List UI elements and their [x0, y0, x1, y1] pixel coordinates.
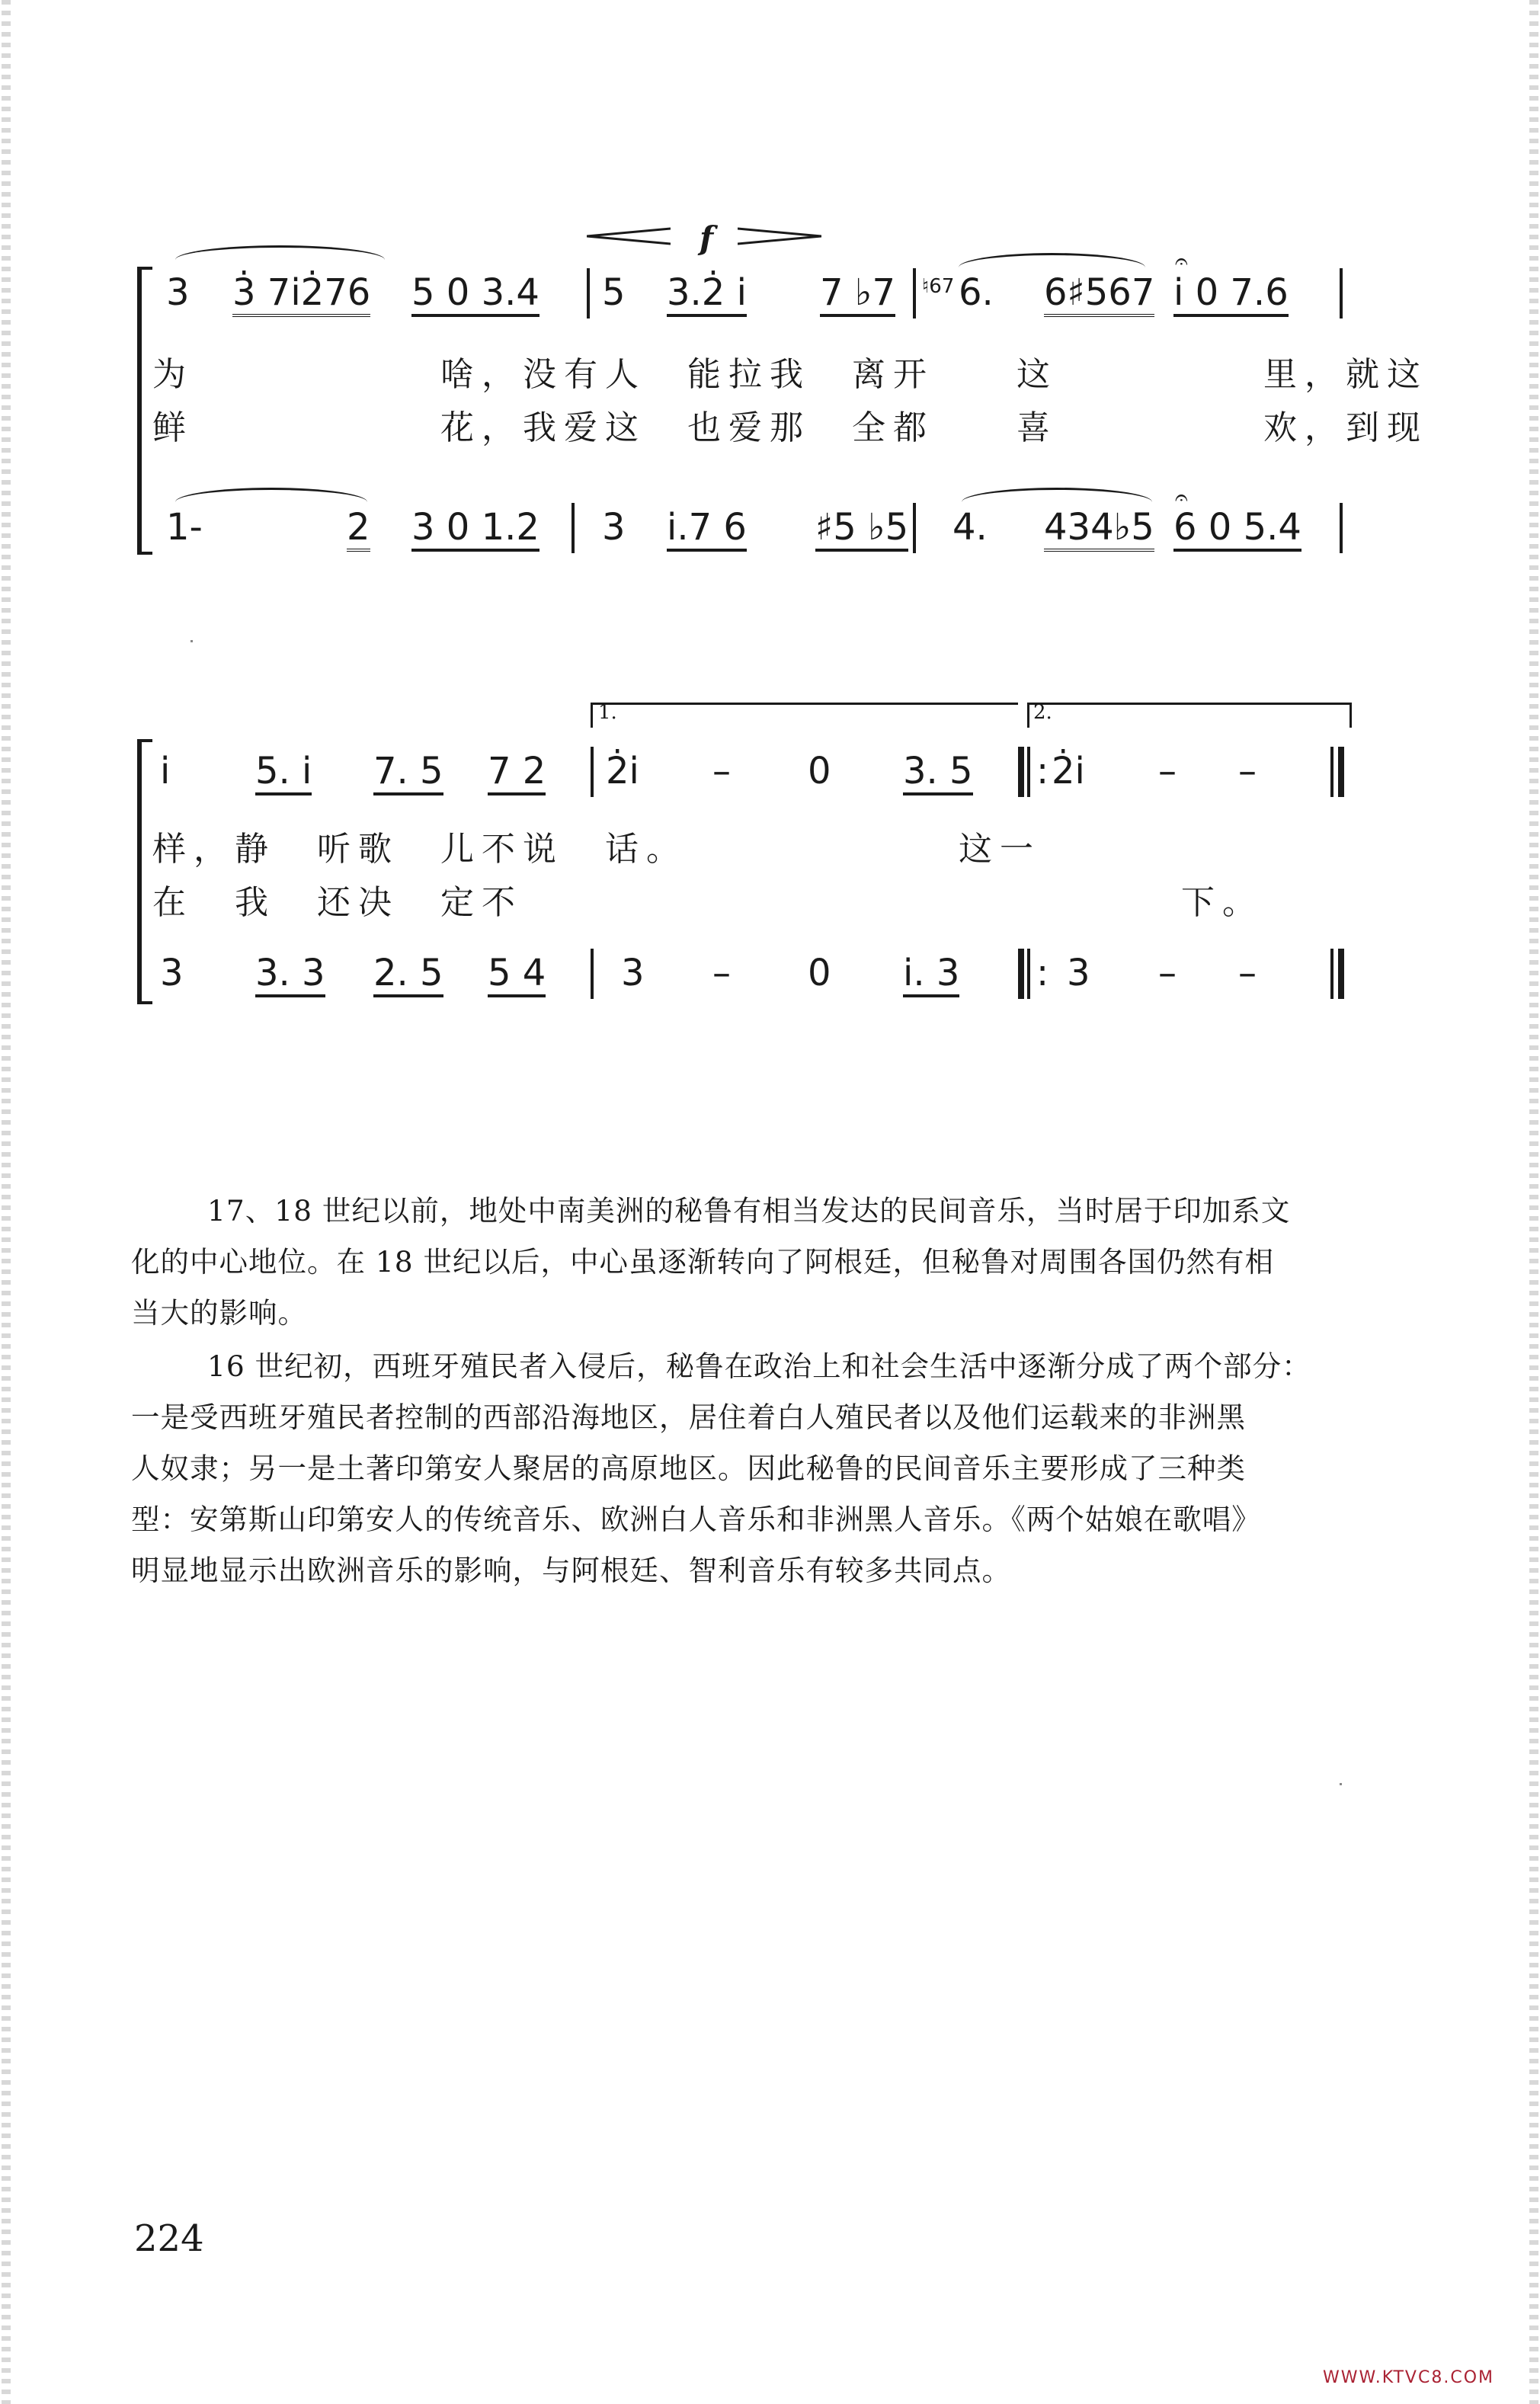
bar-line: [591, 747, 594, 797]
bar-line: [913, 503, 916, 553]
volta-label-2: 2.: [1033, 701, 1052, 724]
bar-line: [1340, 503, 1343, 553]
text-line: 人奴隶；另一是土著印第安人聚居的高原地区。因此秘鲁的民间音乐主要形成了三种类: [131, 1452, 1246, 1485]
volta-bracket-2: [1027, 703, 1352, 728]
note-group: 3. 3: [255, 949, 325, 997]
harmony-line: [0, 503, 1540, 564]
decrescendo-hairpin: [738, 227, 821, 245]
lyrics-verse-1: 样，静 听歌 儿不说 话。 这一: [152, 830, 1041, 869]
note-group: 5 4: [488, 949, 546, 997]
note-group: 434♭5: [1044, 503, 1154, 552]
text-line: 明显地显示出欧洲音乐的影响，与阿根廷、智利音乐有较多共同点。: [131, 1554, 1011, 1587]
bar-line: [1330, 949, 1333, 999]
harmony-line: [0, 949, 1540, 1010]
note-group: 3 0 1.2: [411, 503, 539, 552]
slur-mark: [962, 488, 1152, 502]
scan-speck: [1340, 1783, 1342, 1785]
note-group: –: [712, 952, 731, 994]
paragraph-1: [131, 1186, 1366, 1339]
note-group: 2̇i: [606, 750, 639, 792]
melody-line: [0, 268, 1540, 329]
note-group: i 0 7.6: [1173, 268, 1289, 317]
note-group: –: [1238, 952, 1257, 994]
bar-line: [587, 268, 590, 319]
note-group: 2̇i: [1052, 750, 1085, 792]
lyrics-verse-2: 在 我 还决 定不 下。: [152, 883, 1263, 922]
repeat-bar: [1018, 949, 1024, 999]
note-group: 6♯567: [1044, 268, 1154, 317]
note-group: 7 2: [488, 747, 546, 795]
note-group: 3. 5: [903, 747, 973, 795]
note-group: 0: [808, 750, 831, 792]
bar-line: [591, 949, 594, 999]
note-group: –: [712, 750, 731, 792]
scan-speck: [190, 640, 193, 642]
page-border-left: [2, 0, 11, 2404]
repeat-dots: :: [1036, 750, 1049, 792]
repeat-dots: :: [1036, 952, 1049, 994]
bar-line: [1340, 268, 1343, 319]
note-group: 4.: [952, 506, 988, 549]
note-group: 2. 5: [373, 949, 443, 997]
page-number: 224: [134, 2217, 204, 2260]
note-group: 6 0 5.4: [1173, 503, 1301, 552]
note-group: i. 3: [903, 949, 959, 997]
page-border-right: [1529, 0, 1538, 2404]
lyrics-verse-2: 鲜 花，我爱这 也爱那 全都 喜 欢，到现: [152, 408, 1428, 447]
note-group: 3: [602, 506, 626, 549]
fermata-icon: 𝄐: [1175, 248, 1188, 275]
grace-note: ♮67: [922, 275, 955, 298]
note-group: i.7 6: [667, 503, 747, 552]
note-group: i: [160, 750, 171, 792]
note-group: –: [1158, 952, 1177, 994]
note-group: 2: [347, 503, 370, 552]
note-group: 5: [602, 271, 626, 314]
note-group: 7 ♭7: [820, 268, 895, 317]
dynamic-forte: f: [700, 219, 714, 257]
note-group: 6.: [959, 271, 994, 314]
bar-line: [913, 268, 916, 319]
final-bar: [1338, 949, 1344, 999]
text-line: 一是受西班牙殖民者控制的西部沿海地区，居住着白人殖民者以及他们运载来的非洲黑: [131, 1400, 1246, 1434]
note-group: 3: [166, 271, 190, 314]
note-group: 3̇ 7i2̇76: [232, 268, 370, 317]
lyrics-verse-1: 为 啥，没有人 能拉我 离开 这 里，就这: [152, 355, 1428, 394]
crescendo-hairpin: [587, 227, 671, 245]
final-bar: [1338, 747, 1344, 797]
fermata-icon: 𝄐: [1175, 485, 1188, 511]
note-group: –: [1158, 750, 1177, 792]
bar-line: [1027, 747, 1030, 797]
volta-bracket-1: [591, 703, 1018, 728]
note-group: 1-: [166, 506, 203, 549]
note-group: 3: [621, 952, 645, 994]
note-group: ♯5 ♭5: [815, 503, 908, 552]
site-watermark: WWW.KTVC8.COM: [1323, 2368, 1494, 2387]
note-group: 3: [160, 952, 184, 994]
note-group: 3.2̇ i: [667, 268, 747, 317]
bar-line: [571, 503, 575, 553]
bar-line: [1027, 949, 1030, 999]
melody-line: [0, 747, 1540, 808]
note-group: 5. i: [255, 747, 312, 795]
bar-line: [1330, 747, 1333, 797]
note-group: 5 0 3.4: [411, 268, 539, 317]
slur-mark: [175, 245, 385, 260]
text-line: 17、18 世纪以前，地处中南美洲的秘鲁有相当发达的民间音乐，当时居于印加系文: [207, 1194, 1291, 1228]
slur-mark: [959, 253, 1145, 267]
note-group: 0: [808, 952, 831, 994]
note-group: 7. 5: [373, 747, 443, 795]
slur-mark: [175, 488, 367, 502]
repeat-bar: [1018, 747, 1024, 797]
text-line: 化的中心地位。在 18 世纪以后，中心虽逐渐转向了阿根廷，但秘鲁对周围各国仍然有相: [131, 1245, 1275, 1279]
text-line: 当大的影响。: [131, 1296, 307, 1330]
note-group: –: [1238, 750, 1257, 792]
volta-label-1: 1.: [598, 701, 617, 724]
text-line: 16 世纪初，西班牙殖民者入侵后，秘鲁在政治上和社会生活中逐渐分成了两个部分：: [207, 1349, 1311, 1383]
note-group: 3: [1067, 952, 1090, 994]
paragraph-2: [131, 1341, 1366, 1596]
text-line: 型：安第斯山印第安人的传统音乐、欧洲白人音乐和非洲黑人音乐。《两个姑娘在歌唱》: [131, 1503, 1261, 1536]
